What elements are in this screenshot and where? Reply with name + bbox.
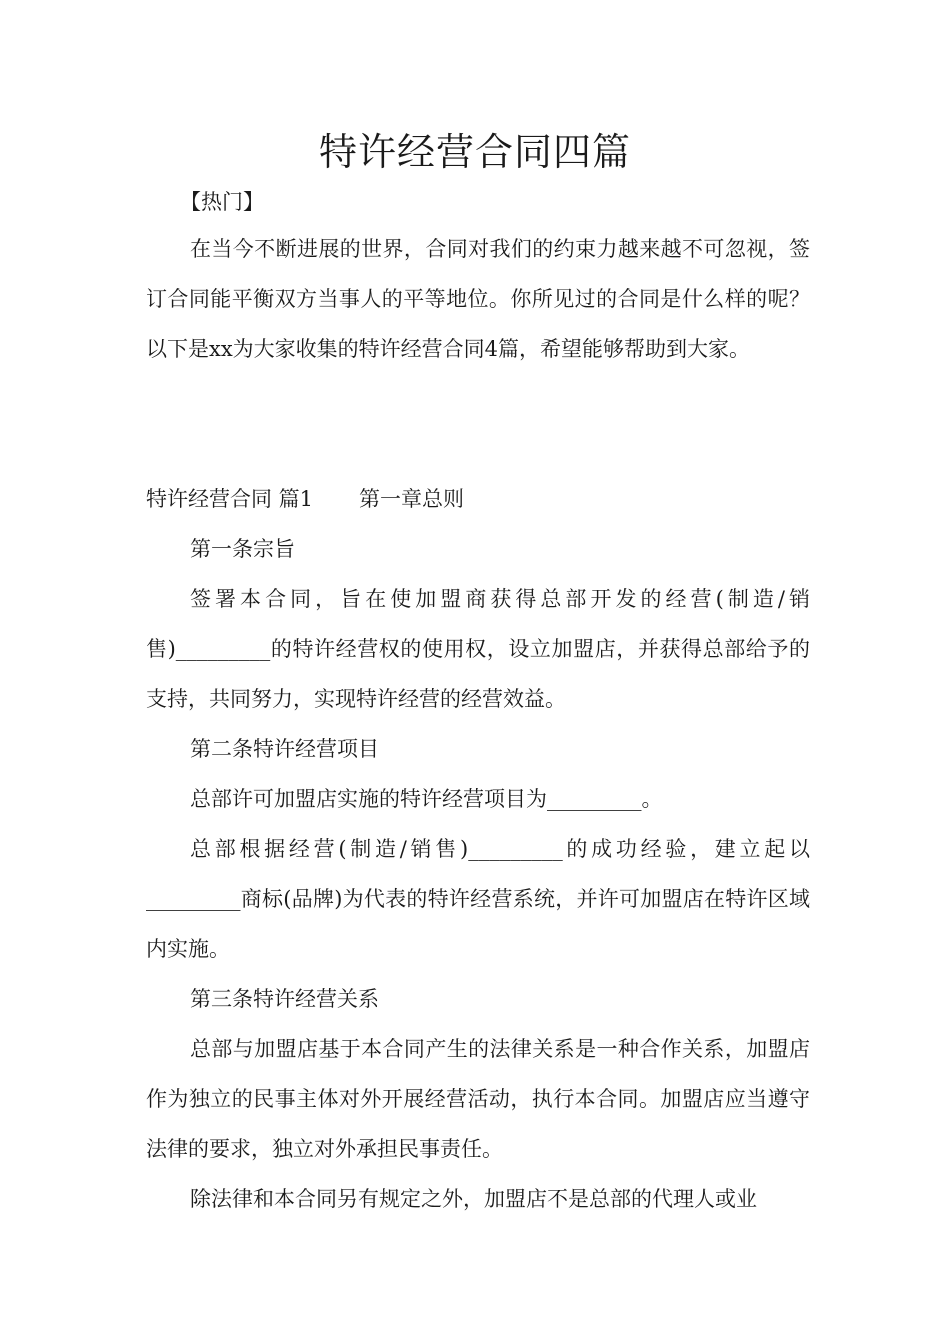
intro-paragraph: 在当今不断进展的世界，合同对我们的约束力越来越不可忽视，签订合同能平衡双方当事人的平等地位。你所见过的合同是什么样的呢？以下是xx为大家收集的特许经营合同4篇，希望能够帮助到大家。 — [146, 237, 810, 361]
article-2-text-2: 总部根据经营(制造/销售)_________的成功经验，建立起以_________商标(品牌)为代表的特许经营系统，并许可加盟店在特许区域内实施。 — [146, 837, 810, 961]
article-1-text: 签署本合同，旨在使加盟商获得总部开发的经营(制造/销售)_________的特许经营权的使用权，设立加盟店，并获得总部给予的支持，共同努力，实现特许经营的经营效益。 — [146, 587, 810, 711]
article-3-text-1: 总部与加盟店基于本合同产生的法律关系是一种合作关系，加盟店作为独立的民事主体对外开展经营活动，执行本合同。加盟店应当遵守法律的要求，独立对外承担民事责任。 — [146, 1037, 810, 1161]
hot-tag: 【热门】 — [180, 190, 264, 214]
intro-block — [146, 224, 810, 374]
article-2-heading: 第二条特许经营项目 — [190, 737, 379, 761]
chapter-label: 第一章总则 — [359, 487, 465, 511]
article-1-heading: 第一条宗旨 — [190, 537, 295, 561]
contract-body — [146, 474, 810, 1224]
article-3-heading: 第三条特许经营关系 — [190, 987, 379, 1011]
document-title: 特许经营合同四篇 — [318, 130, 631, 174]
section-label: 特许经营合同 篇1 — [146, 487, 314, 511]
article-2-text-1: 总部许可加盟店实施的特许经营项目为_________。 — [190, 787, 663, 811]
section-heading — [146, 474, 810, 524]
article-3-text-2: 除法律和本合同另有规定之外，加盟店不是总部的代理人或业 — [190, 1187, 757, 1211]
